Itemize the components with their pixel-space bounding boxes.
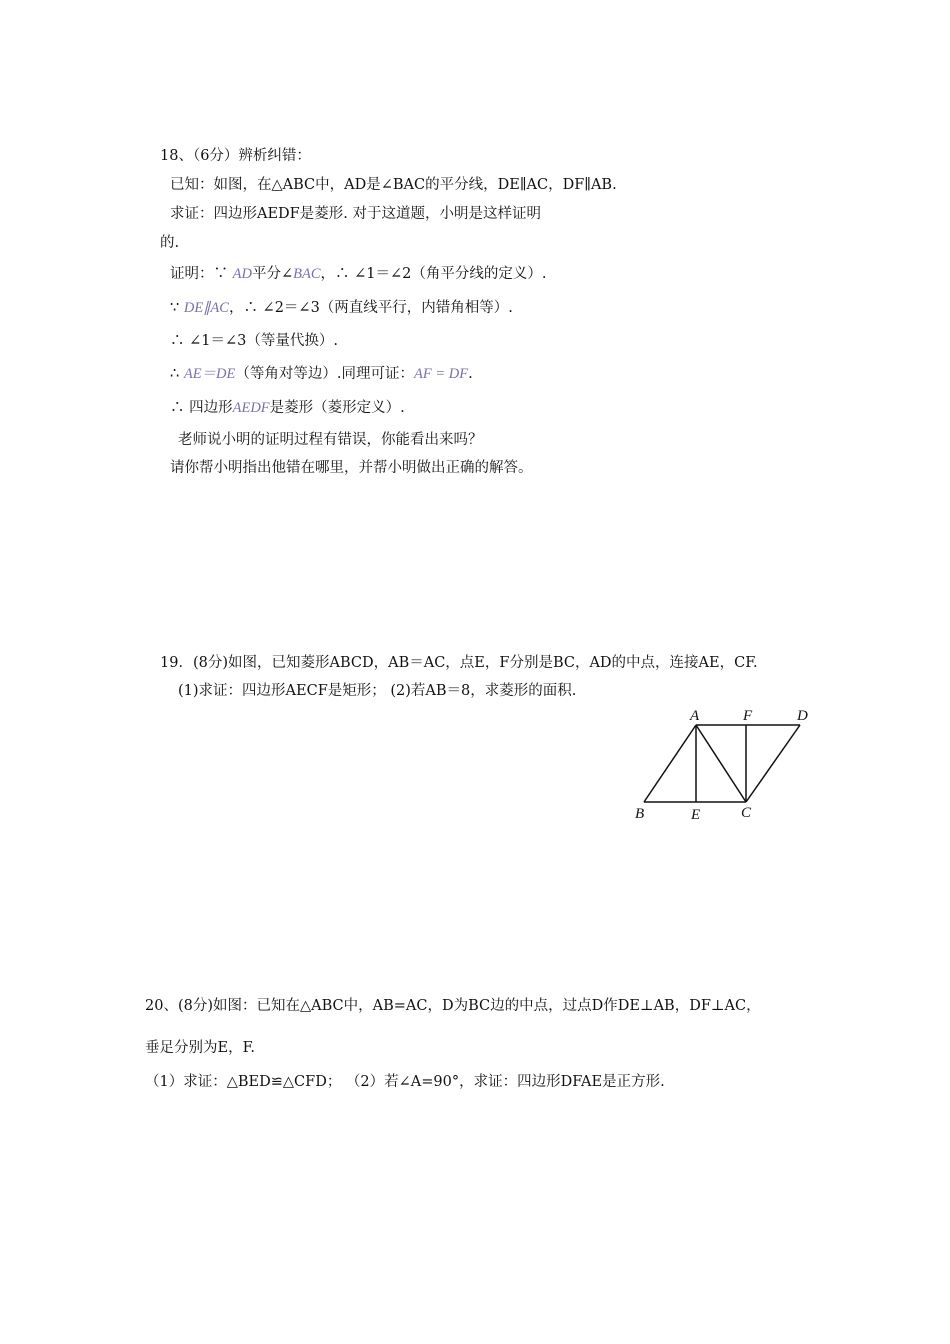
step-text: 是菱形（菱形定义）. xyxy=(269,400,405,416)
step-text: （等角对等边）.同理可证： xyxy=(235,366,414,382)
rhombus-figure xyxy=(630,704,820,824)
label-E: E xyxy=(691,807,701,823)
step-math: AD xyxy=(232,266,252,282)
q18-prove: 求证：四边形AEDF是菱形. 对于这道题，小明是这样证明 xyxy=(170,206,541,222)
step-text: ∵ xyxy=(170,300,184,316)
q18-step-2 xyxy=(170,298,513,318)
label-D: D xyxy=(797,708,808,724)
q18-given: 已知：如图，在△ABC中，AD是∠BAC的平分线，DE∥AC，DF∥AB. xyxy=(170,177,617,193)
q18-step-4 xyxy=(170,364,473,384)
q19-parts: (1)求证：四边形AECF是矩形； (2)若AB＝8，求菱形的面积. xyxy=(178,683,577,699)
segment-DC xyxy=(746,725,800,802)
q18-teacher-note: 老师说小明的证明过程有错误，你能看出来吗？ xyxy=(178,432,483,448)
step-text: 证明：∵ xyxy=(170,266,233,282)
step-text: ∴ 四边形 xyxy=(170,400,233,416)
step-math: AF = DF xyxy=(414,366,469,382)
step-math: AEDF xyxy=(232,400,270,416)
step-math: AE＝DE xyxy=(183,366,236,382)
q18-step-1 xyxy=(170,264,546,284)
segment-AB xyxy=(644,725,696,802)
step-text: ∴ ∠1＝∠3（等量代换）. xyxy=(170,333,338,349)
step-text: ，∴ ∠2＝∠3（两直线平行，内错角相等）. xyxy=(228,300,513,316)
step-math: BAC xyxy=(293,266,321,282)
q18-request: 请你帮小明指出他错在哪里，并帮小明做出正确的解答。 xyxy=(170,460,533,476)
q18-prove-cont: 的. xyxy=(160,235,180,251)
label-C: C xyxy=(741,805,752,821)
step-text: . xyxy=(468,366,473,382)
step-text: ∴ xyxy=(170,366,184,382)
label-A: A xyxy=(690,708,700,724)
q20-title-cont: 垂足分别为E，F. xyxy=(145,1040,255,1056)
q19-title: 19．(8分)如图，已知菱形ABCD，AB＝AC，点E，F分别是BC，AD的中点，连接AE，CF. xyxy=(160,655,758,671)
segment-AC xyxy=(696,725,746,802)
label-B: B xyxy=(635,806,645,822)
label-F: F xyxy=(743,708,753,724)
step-text: 平分∠ xyxy=(251,266,294,282)
q18-step-5 xyxy=(170,398,405,418)
q20-title: 20、(8分)如图：已知在△ABC中，AB=AC，D为BC边的中点，过点D作DE⊥AB，DF⊥AC， xyxy=(145,998,761,1014)
step-text: ，∴ ∠1＝∠2（角平分线的定义）. xyxy=(320,266,547,282)
q20-parts: （1）求证：△BED≌△CFD； （2）若∠A=90°，求证：四边形DFAE是正方形. xyxy=(145,1074,665,1090)
q18-title: 18、（6分）辨析纠错： xyxy=(160,148,311,164)
step-math: DE∥AC xyxy=(183,300,229,316)
q18-step-3 xyxy=(170,331,338,351)
